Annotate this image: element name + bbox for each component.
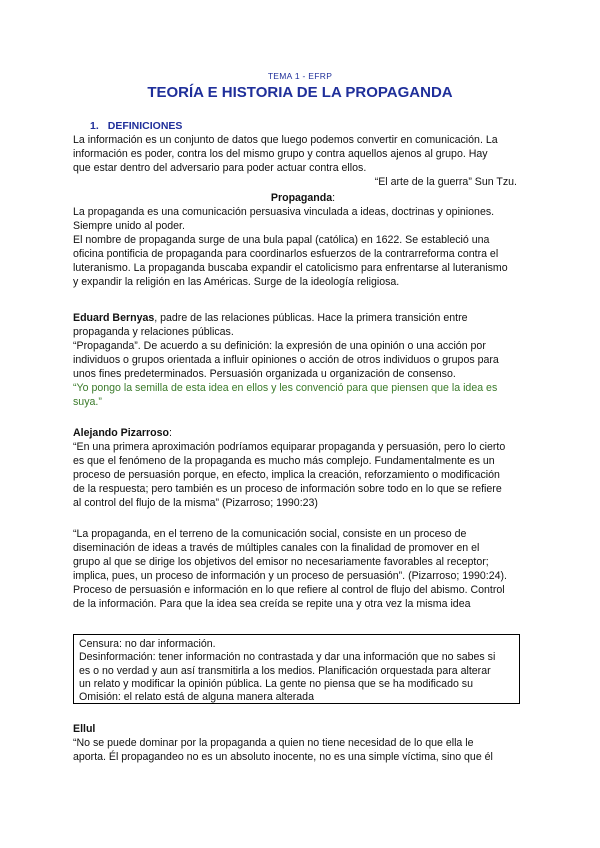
course-label: TEMA 1 - EFRP	[267, 71, 333, 81]
box-line-censura: Censura: no dar información.	[79, 638, 216, 650]
text-line: al control del flujo de la misma” (Pizarroso; 1990:23)	[73, 497, 318, 509]
text-line: implica, pues, un proceso de información y un proceso de persuasión”. (Pizarroso; 1990:24).	[73, 570, 507, 582]
text-line: información es poder, contra los del mismo grupo y contra aquellos ajenos al grupo. Hay	[73, 148, 488, 160]
pizarroso-name: Alejando Pizarroso	[73, 427, 169, 439]
text-line: diseminación de ideas a través de múltiples canales con la finalidad de promover en el	[73, 542, 480, 554]
text-line: oficina pontificia de propaganda para coordinarlos esfuerzos de la contrarreforma contra el	[73, 248, 499, 260]
box-line-omision: Omisión: el relato está de alguna manera alterada	[79, 691, 314, 704]
text-line: Proceso de persuasión e información en lo que refiere al control de flujo del abismo. Control	[73, 584, 505, 596]
propaganda-heading	[73, 191, 533, 205]
propaganda-heading-text: Propaganda	[270, 192, 333, 204]
definitions-box	[73, 634, 520, 704]
ellul-name: Ellul	[73, 723, 96, 735]
heading-colon: :	[168, 427, 172, 439]
text-line: de la respuesta; pero también es un proceso de información sobre todo en lo que se refiere	[73, 483, 502, 495]
sun-tzu-quote: “El arte de la guerra” Sun Tzu.	[374, 176, 517, 188]
bernyas-quote-line: “Yo pongo la semilla de esta idea en ellos y les convenció para que piensen que la idea es	[73, 382, 498, 394]
section-number: 1.	[90, 120, 99, 132]
text-line: es que el fenómeno de la propaganda es mucho más complejo. Fundamentalmente es un	[73, 455, 495, 467]
bernyas-intro-line	[73, 311, 533, 325]
pizarroso-heading	[73, 426, 533, 440]
section-title: DEFINICIONES	[107, 120, 183, 132]
text-line: “No se puede dominar por la propaganda a quien no tiene necesidad de lo que ella le	[73, 737, 474, 749]
text-line: “Propaganda”. De acuerdo a su definición: la expresión de una opinión o una acción por	[73, 340, 486, 352]
pizarroso-second-quote	[73, 527, 533, 611]
text-line: de la información. Para que la idea sea creída se repite una y otra vez la misma idea	[73, 598, 471, 610]
text-line: y expandir la religión en las Américas. Surge de la ideología religiosa.	[73, 276, 400, 288]
bernyas-intro-rest: , padre de las relaciones públicas. Hace la primera transición entre	[154, 312, 468, 324]
text-line: grupo al que se dirige los objetivos del emisor no necesariamente favorables al receptor;	[73, 556, 489, 568]
text-line: luteranismo. La propaganda buscaba expandir el catolicismo para enfrentarse al luteranismo	[73, 262, 508, 274]
intro-paragraph	[73, 133, 533, 189]
bernyas-name: Eduard Bernyas	[73, 312, 155, 324]
text-line: unos fines predeterminados. Persuasión organizada u organización de consenso.	[73, 368, 456, 380]
bernyas-section	[73, 311, 533, 409]
box-line: un relato y modificar la opinión pública. La gente no piensa que se ha modificado su	[79, 677, 473, 690]
text-line: La información es un conjunto de datos que luego podemos convertir en comunicación. La	[73, 134, 498, 146]
text-line: “En una primera aproximación podríamos equiparar propaganda y persuasión, pero lo cierto	[73, 441, 506, 453]
box-line: es o no verdad y aun así transmitirla a los medios. Planificación orquestada para alterar	[79, 664, 491, 677]
text-line: Siempre unido al poder.	[73, 220, 185, 232]
ellul-section	[73, 722, 533, 764]
text-line: proceso de persuasión porque, en efecto, implica la creación, reforzamiento o modificación	[73, 469, 500, 481]
page-title: TEORÍA E HISTORIA DE LA PROPAGANDA	[147, 84, 453, 101]
text-line: aporta. Él propagandeo no es un absoluto inocente, no es una simple víctima, sino que él	[73, 751, 493, 763]
text-line: La propaganda es una comunicación persuasiva vinculada a ideas, doctrinas y opiniones.	[73, 206, 495, 218]
propaganda-section	[73, 191, 533, 289]
box-line-desinformacion: Desinformación: tener información no contrastada y dar una información que no sabes si	[79, 651, 496, 664]
text-line: El nombre de propaganda surge de una bula papal (católica) en 1622. Se estableció una	[73, 234, 490, 246]
heading-colon: :	[332, 192, 336, 204]
text-line: propaganda y relaciones públicas.	[73, 326, 234, 338]
text-line: “La propaganda, en el terreno de la comunicación social, consiste en un proceso de	[73, 528, 467, 540]
bernyas-quote-line: suya.”	[73, 396, 102, 408]
pizarroso-section	[73, 426, 533, 510]
text-line: que estar dentro del adversario para poder actuar contra ellos.	[73, 162, 367, 174]
section-heading-definiciones	[90, 120, 182, 132]
text-line: individuos o grupos orientada a influir opiniones o acción de otros individuos o grupos para	[73, 354, 499, 366]
